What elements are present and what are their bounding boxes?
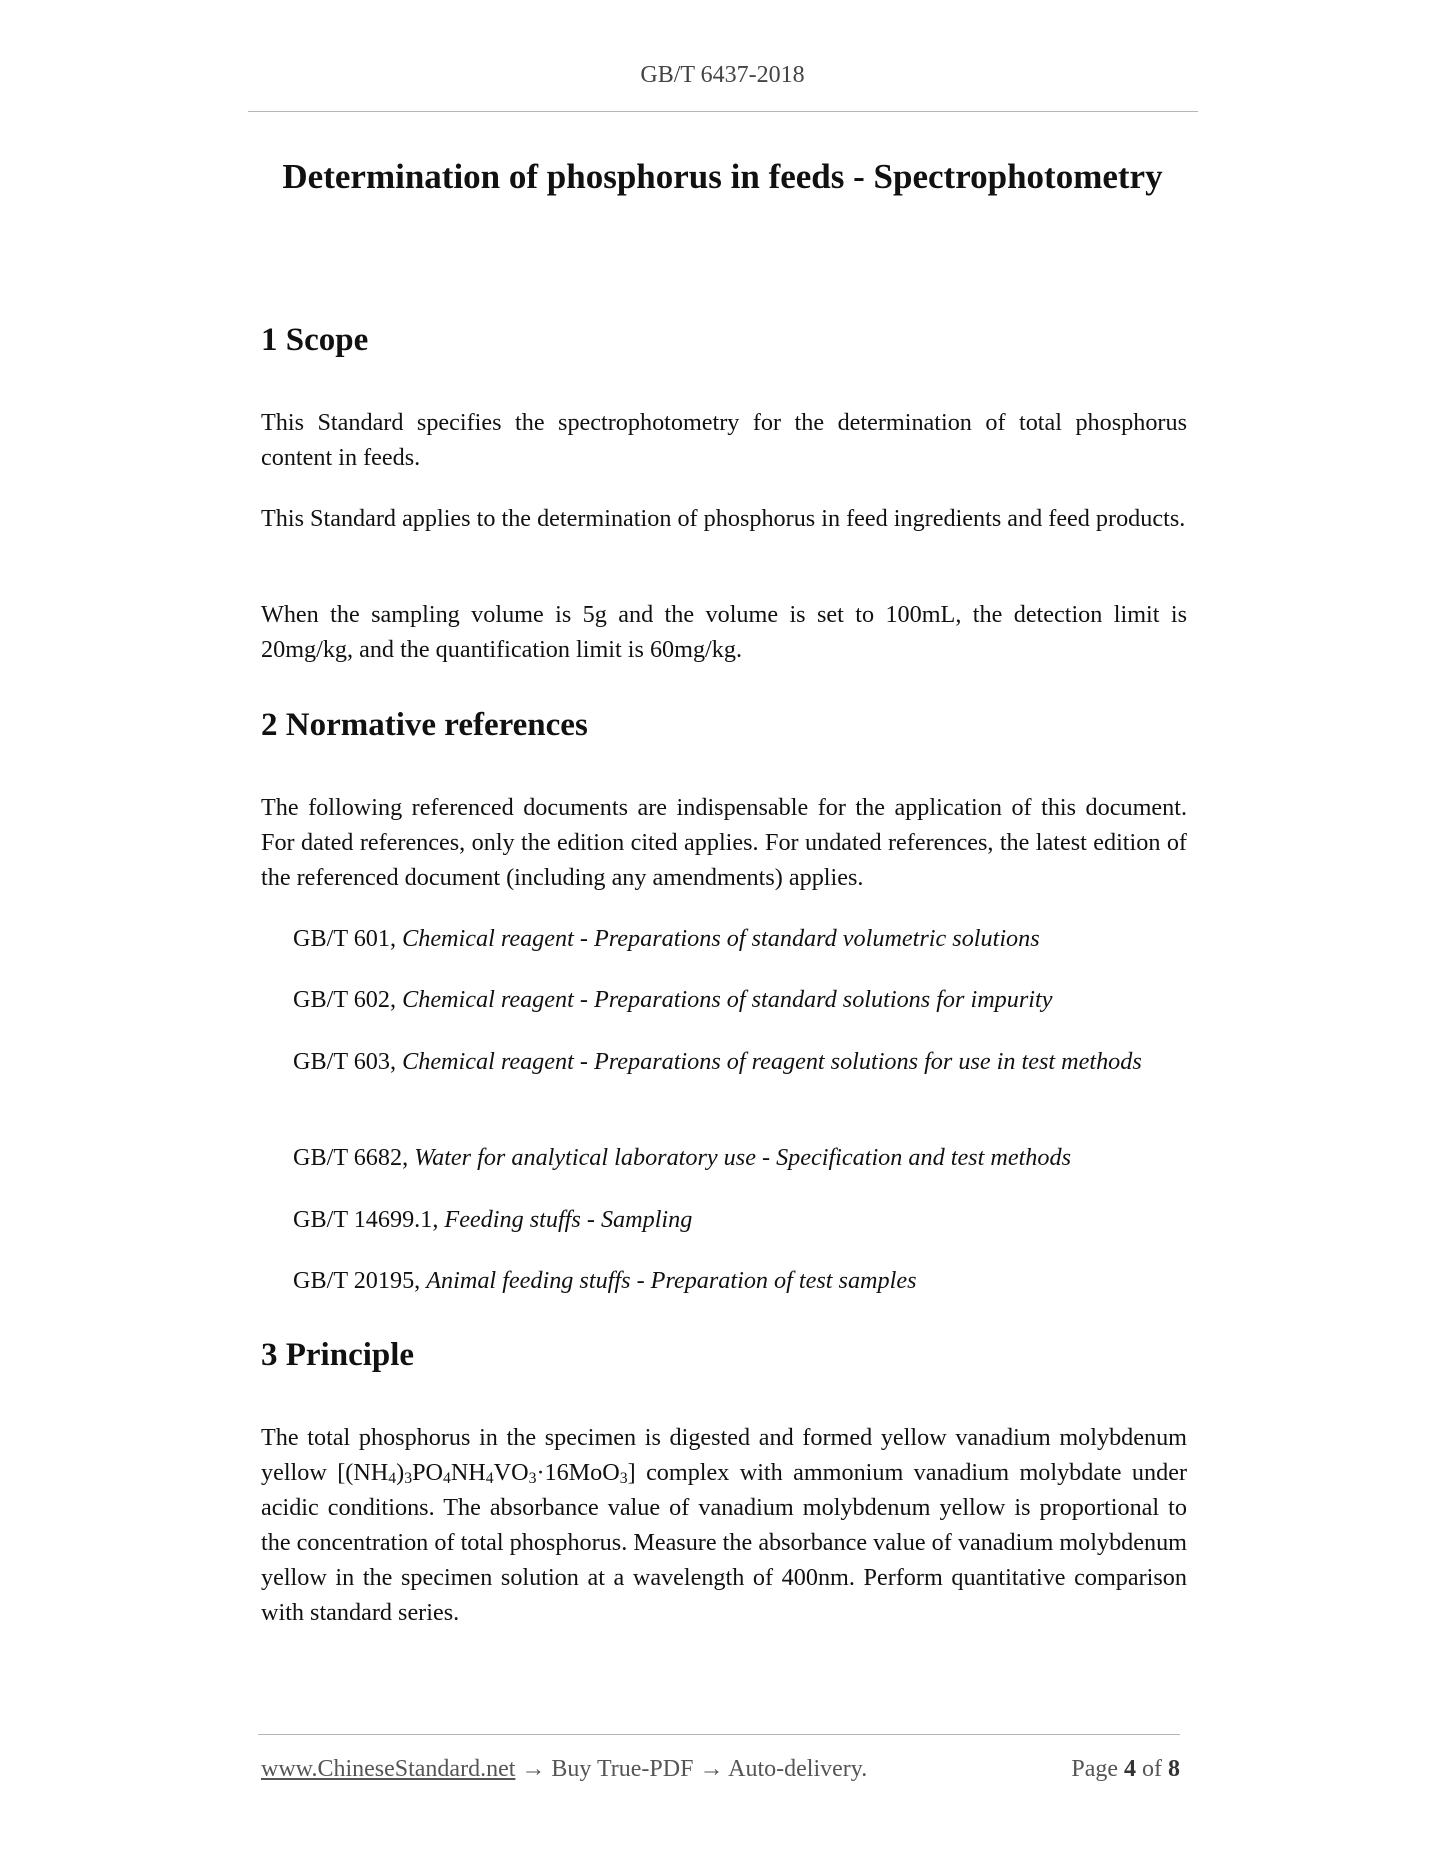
footer-divider — [258, 1734, 1180, 1735]
reference-item — [293, 982, 1187, 1017]
reference-code: GB/T 14699.1, — [293, 1206, 439, 1233]
principle-paragraph — [261, 1420, 1187, 1630]
reference-title: Animal feeding stuffs - Preparation of test samples — [426, 1267, 917, 1294]
normative-intro-paragraph: The following referenced documents are indispensable for the application of this document. For dated references, only the edition cited applies. For undated references, the latest edition of the referenced document (including any amendments) applies. — [261, 794, 1187, 891]
reference-title: Chemical reagent - Preparations of reagent solutions for use in test methods — [402, 1048, 1142, 1075]
section-heading-scope: 1 Scope — [261, 322, 369, 358]
scope-paragraph-1: This Standard specifies the spectrophotometry for the determination of total phosphorus content in feeds. — [261, 409, 1187, 471]
section-heading-normative-references: 2 Normative references — [261, 707, 588, 743]
page-of-label: of — [1142, 1756, 1162, 1782]
page-current: 4 — [1124, 1756, 1136, 1782]
reference-code: GB/T 601, — [293, 925, 397, 952]
principle-text-before: The total phosphorus in the specimen is digested and formed yellow vanadium molybdenum yellow — [261, 1424, 1187, 1486]
reference-code: GB/T 20195, — [293, 1267, 421, 1294]
reference-title: Chemical reagent - Preparations of standard volumetric solutions — [402, 925, 1040, 952]
document-title: Determination of phosphorus in feeds - Spectrophotometry — [282, 157, 1163, 196]
reference-item — [293, 1140, 1187, 1175]
scope-paragraph-3: When the sampling volume is 5g and the volume is set to 100mL, the detection limit is 20mg/kg, and the quantification limit is 60mg/kg. — [261, 601, 1187, 663]
section-heading-principle: 3 Principle — [261, 1337, 415, 1373]
page-footer — [261, 1752, 1180, 1786]
reference-title: Chemical reagent - Preparations of standard solutions for impurity — [402, 986, 1053, 1013]
principle-text-after: complex with ammonium vanadium molybdate under acidic conditions. The absorbance value of vanadium molybdenum yellow is proportional to the concentration of total phosphorus. Measure the absorbance value of vanadium molybdenum yellow in the specimen solution at a wavelength of 400nm. Perform quantitative comparison with standard series. — [261, 1459, 1187, 1626]
page-indicator — [1071, 1752, 1180, 1786]
page-total: 8 — [1168, 1756, 1180, 1782]
reference-code: GB/T 602, — [293, 986, 397, 1013]
reference-item — [293, 921, 1187, 956]
footer-left — [261, 1752, 867, 1786]
reference-title: Feeding stuffs - Sampling — [444, 1206, 693, 1233]
running-header: GB/T 6437-2018 — [640, 62, 805, 88]
reference-title: Water for analytical laboratory use - Specification and test methods — [414, 1144, 1071, 1171]
reference-item — [293, 1263, 1187, 1298]
footer-buy-text: → Buy True-PDF — [521, 1756, 694, 1782]
page-label: Page — [1071, 1756, 1118, 1782]
header-divider — [248, 111, 1198, 112]
reference-code: GB/T 603, — [293, 1048, 397, 1075]
chinesestandard-link[interactable]: www.ChineseStandard.net — [261, 1756, 516, 1782]
footer-delivery-text: → Auto-delivery. — [699, 1756, 868, 1782]
reference-item — [293, 1044, 1187, 1079]
chemical-formula: $[(NH_4)_3PO_4NH_4VO_3\cdot 16MoO_3]$ — [337, 1459, 636, 1488]
reference-item — [293, 1202, 1187, 1237]
reference-code: GB/T 6682, — [293, 1144, 409, 1171]
scope-paragraph-2: This Standard applies to the determination of phosphorus in feed ingredients and feed products. — [261, 505, 1186, 532]
